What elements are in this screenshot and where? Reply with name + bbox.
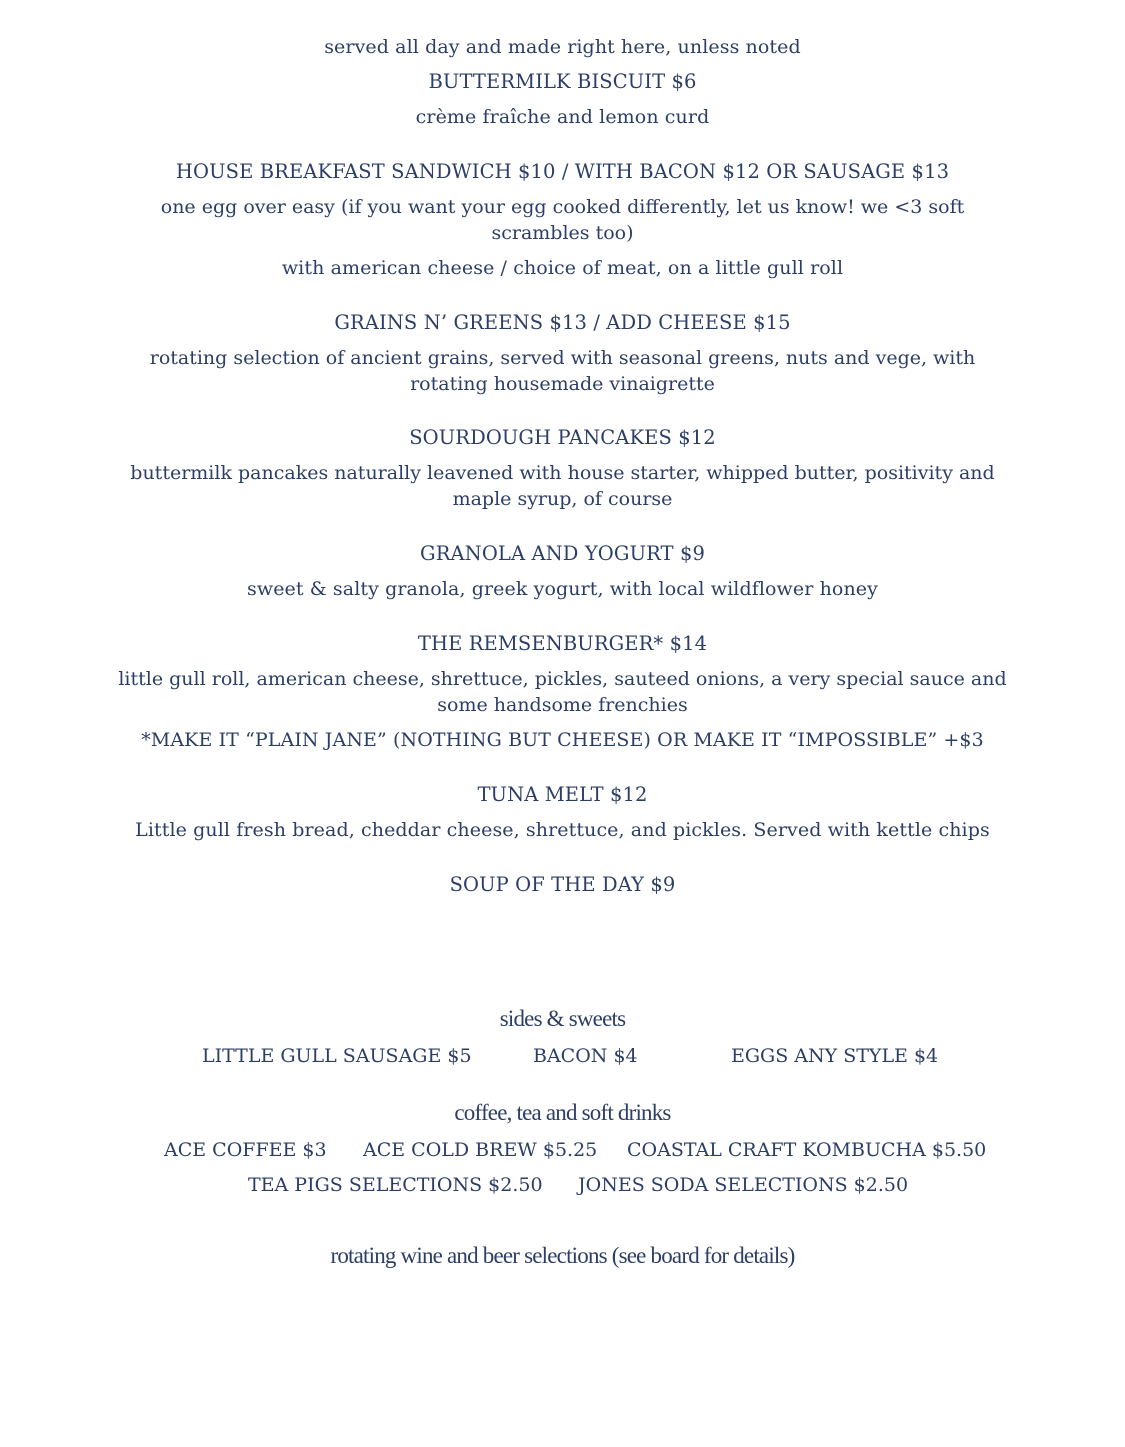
item-desc-grains-greens xyxy=(0,345,1125,397)
drink-item: ACE COLD BREW $5.25 xyxy=(363,1139,598,1161)
menu-intro: served all day and made right here, unless noted xyxy=(324,36,801,58)
side-item: BACON $4 xyxy=(533,1045,638,1067)
item-title-tuna-melt: TUNA MELT $12 xyxy=(477,783,648,806)
desc-line: maple syrup, of course xyxy=(452,488,673,510)
desc-line: scrambles too) xyxy=(491,222,634,244)
section-heading-drinks: coffee, tea and soft drinks xyxy=(454,1100,671,1125)
desc-line: some handsome frenchies xyxy=(437,694,688,716)
desc-line: rotating selection of ancient grains, served with seasonal greens, nuts and vege, with xyxy=(149,347,976,369)
desc-line: one egg over easy (if you want your egg cooked differently, let us know! we <3 soft xyxy=(160,196,965,218)
item-title-breakfast-sandwich: HOUSE BREAKFAST SANDWICH $10 / WITH BACON $12 OR SAUSAGE $13 xyxy=(175,160,950,183)
item-title-soup: SOUP OF THE DAY $9 xyxy=(449,873,676,896)
item-desc-breakfast-sandwich xyxy=(0,194,1125,246)
item-title-grains-greens: GRAINS N’ GREENS $13 / ADD CHEESE $15 xyxy=(334,311,791,334)
item-note-remsenburger: *MAKE IT “PLAIN JANE” (NOTHING BUT CHEESE) OR MAKE IT “IMPOSSIBLE” +$3 xyxy=(141,729,984,751)
desc-line: buttermilk pancakes naturally leavened with house starter, whipped butter, positivity and xyxy=(130,462,995,484)
side-item: LITTLE GULL SAUSAGE $5 xyxy=(202,1045,472,1067)
drink-item: ACE COFFEE $3 xyxy=(164,1139,327,1161)
side-item: EGGS ANY STYLE $4 xyxy=(731,1045,939,1067)
item-note-breakfast-sandwich: with american cheese / choice of meat, on a little gull roll xyxy=(281,257,844,279)
item-title-remsenburger: THE REMSENBURGER* $14 xyxy=(417,632,708,655)
item-desc-remsenburger xyxy=(0,666,1125,718)
item-title-sourdough-pancakes: SOURDOUGH PANCAKES $12 xyxy=(409,426,716,449)
desc-line: little gull roll, american cheese, shrettuce, pickles, sauteed onions, a very special sauce and xyxy=(118,668,1007,690)
item-desc-tuna-melt: Little gull fresh bread, cheddar cheese, shrettuce, and pickles. Served with kettle chips xyxy=(135,819,990,841)
item-desc-sourdough-pancakes xyxy=(0,460,1125,512)
item-title-buttermilk-biscuit: BUTTERMILK BISCUIT $6 xyxy=(428,70,697,93)
section-heading-sides: sides & sweets xyxy=(499,1006,626,1031)
drink-item: TEA PIGS SELECTIONS $2.50 xyxy=(248,1174,543,1196)
wine-beer-note: rotating wine and beer selections (see board for details) xyxy=(330,1243,795,1268)
item-title-granola-yogurt: GRANOLA AND YOGURT $9 xyxy=(420,542,705,565)
drink-item: JONES SODA SELECTIONS $2.50 xyxy=(578,1174,909,1196)
item-desc-buttermilk-biscuit: crème fraîche and lemon curd xyxy=(415,106,710,128)
drink-item: COASTAL CRAFT KOMBUCHA $5.50 xyxy=(627,1139,987,1161)
item-desc-granola-yogurt: sweet & salty granola, greek yogurt, with local wildflower honey xyxy=(247,578,878,600)
desc-line: rotating housemade vinaigrette xyxy=(410,373,715,395)
